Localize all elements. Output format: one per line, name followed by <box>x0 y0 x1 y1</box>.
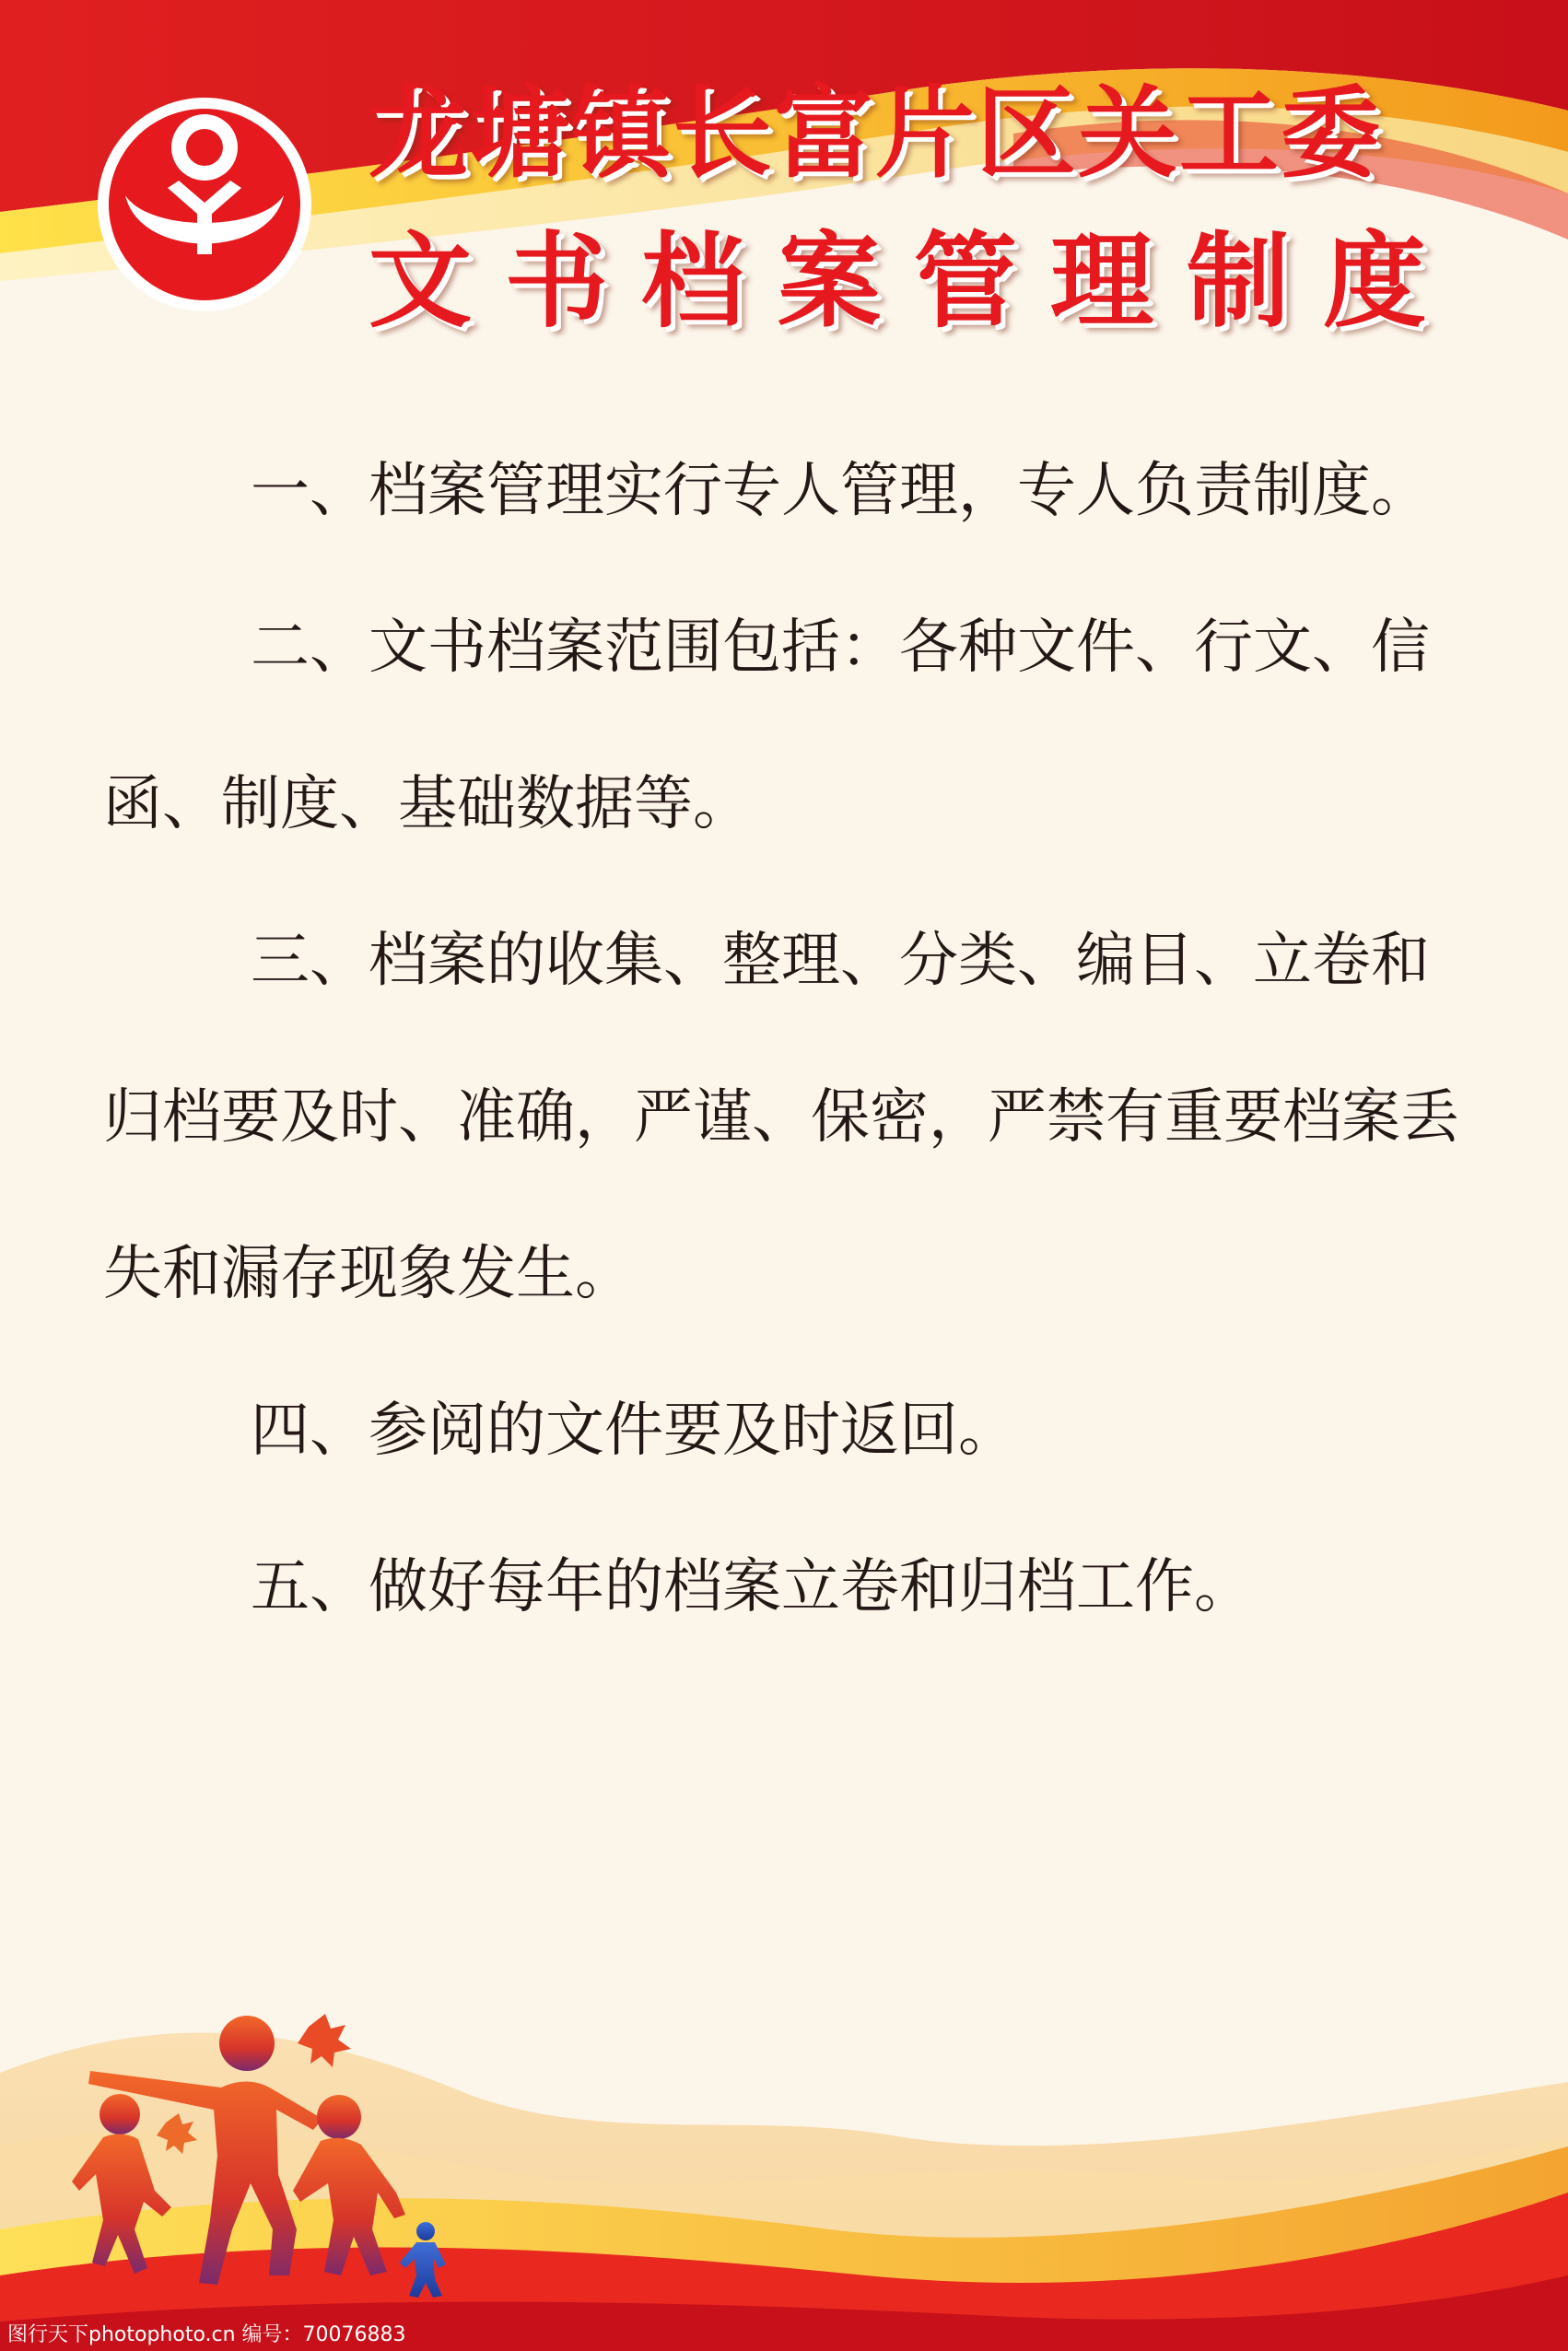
title-line-1: 龙塘镇长富片区关工委 <box>369 76 1383 192</box>
paragraph-4: 四、参阅的文件要及时返回。 <box>251 1397 1017 1465</box>
paragraph-1: 一、档案管理实行专人管理，专人负责制度。 <box>251 457 1430 525</box>
guangongwei-emblem-icon <box>98 98 311 311</box>
watermark-text: 图行天下photophoto.cn 编号：70076883 <box>7 2323 406 2346</box>
title-line-2: 文书档案管理制度 <box>369 222 1459 342</box>
paragraph-2: 二、文书档案范围包括：各种文件、行文、信函、制度、基础数据等。 <box>103 614 1430 838</box>
paragraph-3: 三、档案的收集、整理、分类、编目、立卷和归档要及时、准确，严谨、保密，严禁有重要档案丢失和漏存现象发生。 <box>103 927 1459 1308</box>
regulation-body <box>103 413 1467 1666</box>
paragraph-5: 五、做好每年的档案立卷和归档工作。 <box>251 1553 1253 1621</box>
